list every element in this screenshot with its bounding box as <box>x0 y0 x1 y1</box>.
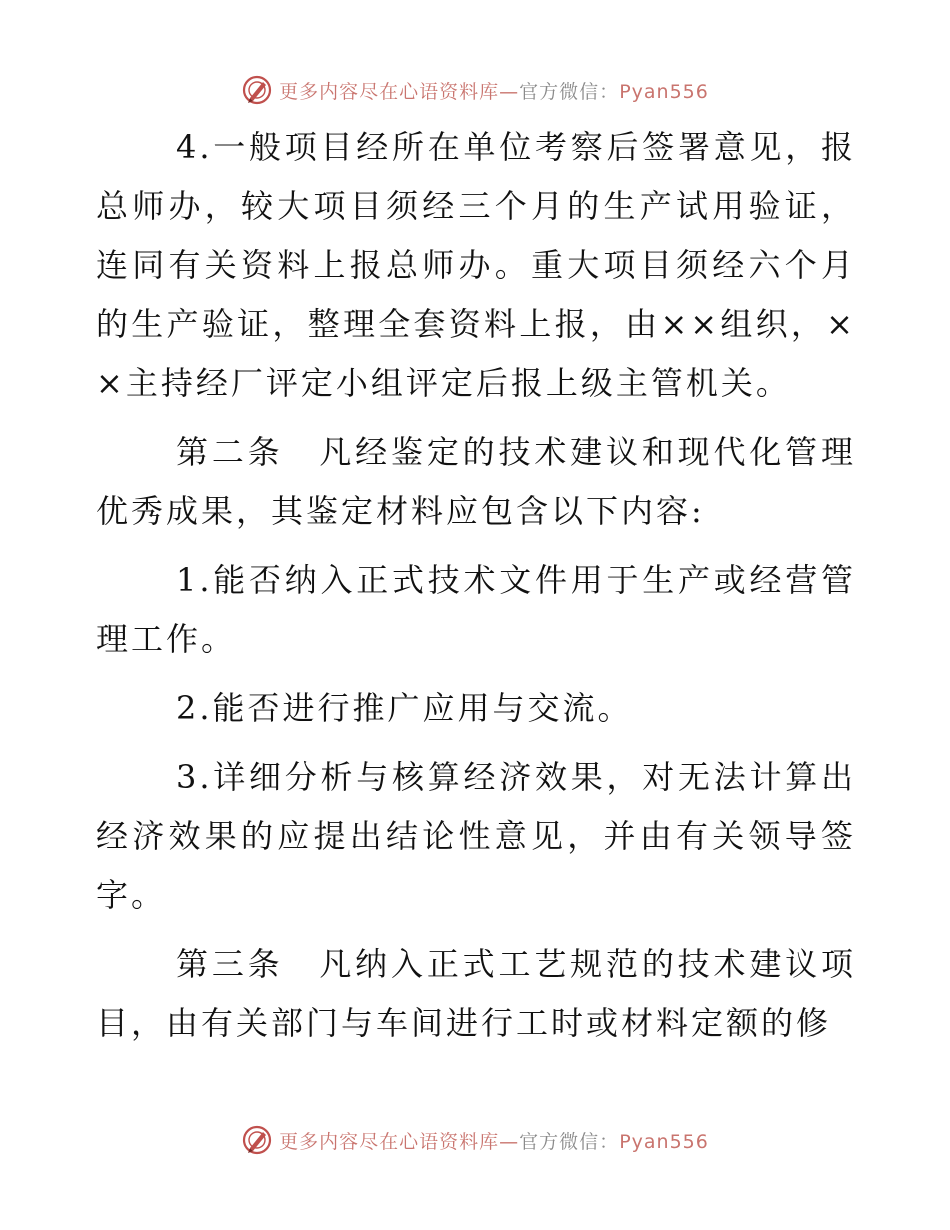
paragraph-item-4: 4.一般项目经所在单位考察后签署意见，报总师办，较大项目须经三个月的生产试用验证，连同有关资料上报总师办。重大项目须经六个月的生产验证，整理全套资料上报，由××组织，××主持经厂评定小组评定后报上级主管机关。 <box>96 128 856 402</box>
paragraph-item-2: 2.能否进行推广应用与交流。 <box>176 689 633 727</box>
pen-seal-icon <box>241 74 273 106</box>
watermark-separator: — <box>499 1130 520 1153</box>
paragraph-item-3: 3.详细分析与核算经济效果，对无法计算出经济效果的应提出结论性意见，并由有关领导签字。 <box>96 758 856 914</box>
watermark-separator: — <box>499 80 520 103</box>
watermark-text <box>279 1127 709 1154</box>
paragraph-article-2: 第二条 凡经鉴定的技术建议和现代化管理优秀成果，其鉴定材料应包含以下内容: <box>96 433 856 530</box>
watermark-site-text: 更多内容尽在心语资料库 <box>279 1130 500 1153</box>
footer-watermark <box>0 1120 950 1160</box>
paragraph-item-1: 1.能否纳入正式技术文件用于生产或经营管理工作。 <box>96 561 856 658</box>
watermark-wechat-id: Pyan556 <box>619 1130 709 1153</box>
watermark-wechat-id: Pyan556 <box>619 80 709 103</box>
watermark-text <box>279 77 709 104</box>
document-body <box>96 118 856 1063</box>
header-watermark <box>0 70 950 110</box>
watermark-site-text: 更多内容尽在心语资料库 <box>279 80 500 103</box>
watermark-wechat-label: 官方微信： <box>519 80 620 103</box>
paragraph-article-3: 第三条 凡纳入正式工艺规范的技术建议项目，由有关部门与车间进行工时或材料定额的修 <box>96 945 856 1042</box>
watermark-wechat-label: 官方微信： <box>519 1130 620 1153</box>
pen-seal-icon <box>241 1124 273 1156</box>
